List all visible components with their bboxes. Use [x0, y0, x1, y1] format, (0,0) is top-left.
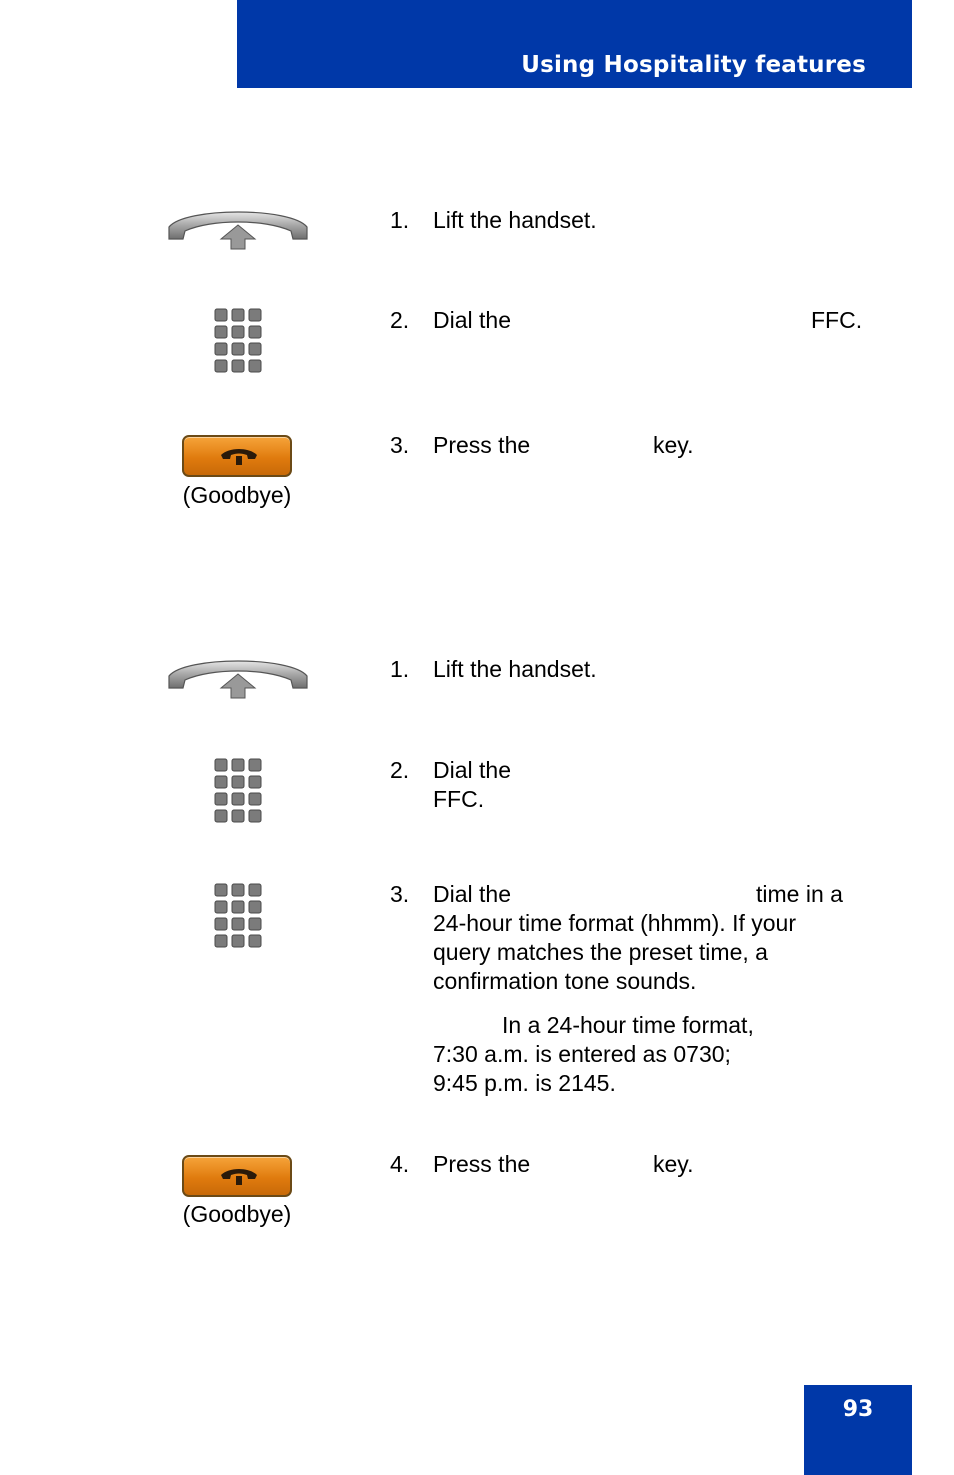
note-text: 7:30 a.m. is entered as 0730; — [433, 1041, 731, 1067]
step-text: FFC. — [811, 307, 863, 333]
page-number-box — [804, 1385, 912, 1475]
step-text: Lift the handset. — [433, 656, 597, 682]
keypad-icon — [214, 308, 266, 381]
handset-lift-icon — [165, 654, 311, 707]
step-text: Lift the handset. — [433, 207, 597, 233]
step-text: 24-hour time format (hhmm). If your — [433, 910, 796, 936]
note-text: In a 24-hour time format, — [502, 1012, 754, 1038]
step-text: Dial the — [433, 307, 511, 333]
step-text: Press the — [433, 432, 531, 458]
step-text: FFC. — [433, 786, 485, 812]
step-number: 2. — [390, 757, 410, 783]
goodbye-label: (Goodbye) — [182, 1201, 292, 1227]
step-text: Press the — [433, 1151, 531, 1177]
note-text: 9:45 p.m. is 2145. — [433, 1070, 616, 1096]
goodbye-key-icon — [182, 1155, 292, 1197]
step-text: query matches the preset time, a — [433, 939, 768, 965]
step-number: 1. — [390, 656, 410, 682]
keypad-icon — [214, 883, 266, 956]
step-text: Dial the — [433, 881, 511, 907]
step-number: 3. — [390, 432, 410, 458]
header-title: Using Hospitality features — [521, 52, 866, 78]
step-text: key. — [653, 432, 694, 458]
step-number: 4. — [390, 1151, 410, 1177]
handset-lift-icon — [165, 205, 311, 258]
step-text: time in a — [756, 881, 843, 907]
goodbye-label: (Goodbye) — [182, 482, 292, 508]
step-text: Dial the — [433, 757, 511, 783]
step-number: 1. — [390, 207, 410, 233]
keypad-icon — [214, 758, 266, 831]
step-text: confirmation tone sounds. — [433, 968, 697, 994]
step-number: 3. — [390, 881, 410, 907]
step-number: 2. — [390, 307, 410, 333]
goodbye-key-icon — [182, 435, 292, 477]
header-bar — [237, 0, 912, 88]
step-text: key. — [653, 1151, 694, 1177]
page-number: 93 — [842, 1397, 874, 1422]
